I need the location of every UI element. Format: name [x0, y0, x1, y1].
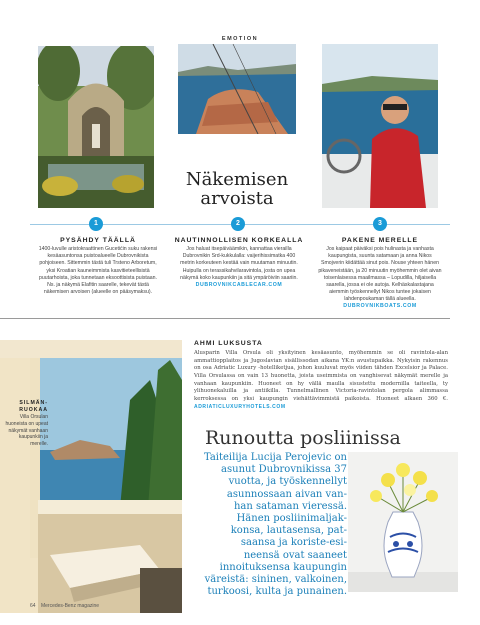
column-2-text: Jos haluat itsepäiväämikin, kannattaa vierailla Dubrovnikin Srd-kukkulalla: vaijerihissimatka 400 metrin korkeuteen kestää vain muutaman minuutin. Huipulla on terassikahvilaravintola, josta on upea näkymä koko kaupunkiin ja sitä ympäröiviin saariin. — [180, 246, 298, 281]
main-title-line2: arvoista — [200, 187, 274, 209]
porcelain-line-3: vuotta, ja työskennellyt — [228, 476, 347, 488]
column-3-heading: PAKENE MERELLE — [341, 237, 419, 244]
porcelain-line-8: saansa ja koriste-esi- — [240, 537, 347, 549]
photo-villa-terrace — [0, 340, 182, 613]
column-3-text: Jos kaipaat päiväksi pois hulinasta ja vanhasta kaupungista, suunta satamaan ja anna Nikos Smojverin kiidättää sinut pois. Nouse yhteen hänen pikaveneistään, ja 20 minuutin myöhemmin olet aivan toisenlaisessa maailmassa – Lopudilla, hiljaisella saarella, jossa ei ole autoja. Kelhäskalastajana aiemmin työskennellyt Nikos tuntee jokaisen lahdenpoukaman tällä alueella. — [318, 246, 442, 303]
luksus-text: Alusparin Villa Orsula oli yksityinen kesäasunto, myöhemmin se oli ravintola-alan ammattiopplaitos ja Jugoslavian sisällissodan aikana YK:n avustupaikka. Nykyisin rakennus on osa Adriatic Luxury -hotelliketjua, johon kuuluvat myös viiden tähden Excelsior ja Palace. Villa Orsulassa on vain 13 huonetta, joista useimmista on vanghisevat näkymät merelle ja vanhaan kaupunkiin. Huoneet on hy vällä maulla sisustettu modernilla taiteella, ty ylihuonekaluilla ja antiikilla. Tunnelmallinen Victoria-ravintolan pergola alimmassa kerroksessa on yksi kaupungin viehättävimmistä paikoista. Huoneet alkaen 360 €. — [194, 350, 448, 403]
luksus-link[interactable]: ADRIATICLUXURYHOTELS.COM — [194, 403, 286, 410]
section-divider — [0, 318, 450, 319]
luksus-body — [194, 350, 448, 411]
main-title-line1: Näkemisen — [185, 169, 289, 190]
porcelain-line-9: neensä ovat saaneet — [243, 549, 347, 561]
porcelain-line-1: Taiteilija Lucija Perojevic on — [203, 452, 347, 463]
column-3-link[interactable]: DUBROVNIKBOATS.COM — [343, 303, 417, 310]
section-label: EMOTION — [221, 36, 259, 42]
caption-heading: SILMÄN-RUOKAA — [19, 400, 48, 414]
column-3-body — [316, 246, 444, 311]
photo-porcelain-vase — [348, 452, 458, 592]
porcelain-line-6: Hänen posliinimaljak- — [236, 512, 347, 524]
porcelain-line-5: han sataman vieressä. — [233, 500, 347, 512]
magazine-name: Mercedes-Benz magazine — [40, 603, 100, 609]
luksus-heading: AHMI LUKSUSTA — [194, 340, 263, 347]
column-2-heading: NAUTINNOLLISEN KORKEALLA — [174, 237, 304, 244]
number-badge-1: 1 — [89, 217, 103, 231]
porcelain-line-12: turkoosi, kulta ja punainen. — [207, 586, 347, 598]
porcelain-line-4: asunnossaan aivan van- — [226, 488, 347, 500]
photo-dubrovnik-aerial — [178, 44, 296, 134]
porcelain-line-11: väreistä: sininen, valkoinen, — [204, 573, 347, 585]
photo-boat-captain — [322, 44, 438, 208]
column-2-link[interactable]: DUBROVNIKCABLECAR.COM — [195, 281, 283, 288]
column-2-body — [176, 246, 302, 289]
porcelain-text — [190, 452, 347, 598]
porcelain-line-10: innoituksensa kaupungin — [219, 561, 347, 573]
page-number: 64 — [30, 603, 36, 609]
main-title — [172, 171, 302, 209]
porcelain-line-2: asunut Dubrovnikissa 37 — [221, 464, 347, 476]
caption-text: Villa Orsulan huoneista on upeat näkymät vanhaan kaupunkiin ja merelle. — [5, 414, 48, 448]
column-1-body — [36, 246, 160, 296]
number-badge-3: 3 — [373, 217, 387, 231]
photo-caption — [4, 400, 48, 448]
porcelain-title: Runoutta posliinissa — [205, 427, 401, 449]
number-badge-2: 2 — [231, 217, 245, 231]
page-footer — [30, 603, 170, 609]
porcelain-line-7: konsa, lautasensa, pat- — [230, 525, 347, 537]
column-1-text: 1400-luvulle aristokraattinen Gucetićin suku rakensi kesäasuntonsa puistoalueelle Dubrovnikista pohjoiseen. Sittemmin tästä tuli Trsteno Arboretum, yksi Kroatian kauneimmista kasvitieteellisistä puutarhoista, joka tunnetaan eksoottisista puistaan. Ns. ja näkymä Elafitin saarelle, tekevät tästä näkemisen arvoisen (alueelle on pääsymaksu). — [38, 246, 158, 296]
photo-garden-fountain — [38, 46, 154, 208]
column-1-heading: PYSÄHDY TÄÄLLÄ — [60, 237, 136, 244]
